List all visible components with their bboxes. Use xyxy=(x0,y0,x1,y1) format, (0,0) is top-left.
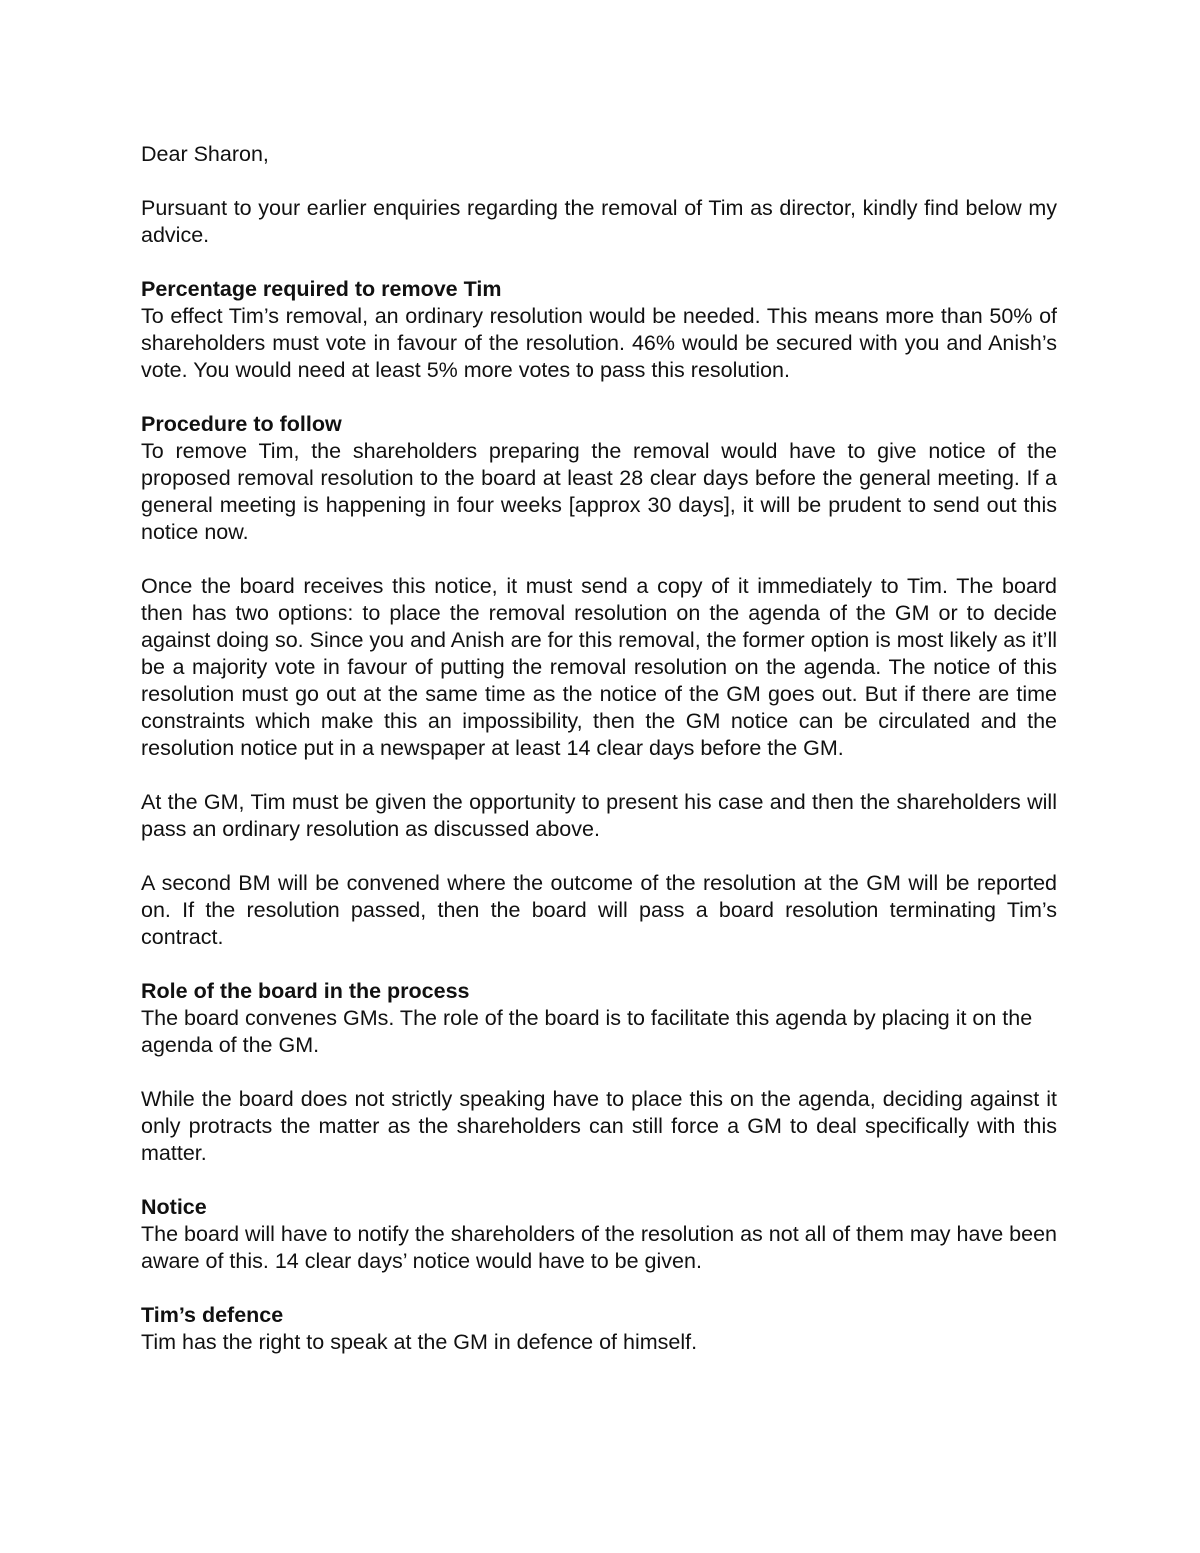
section-paragraph: A second BM will be convened where the outcome of the resolution at the GM will be reported on. If the resolution passed, then the board will pass a board resolution terminating Tim’s contract. xyxy=(141,871,1057,949)
section-notice xyxy=(141,1194,1057,1275)
procedure-paragraph-4 xyxy=(141,870,1057,951)
section-paragraph: The board will have to notify the shareholders of the resolution as not all of them may have been aware of this. 14 clear days’ notice would have to be given. xyxy=(141,1222,1057,1273)
section-procedure xyxy=(141,411,1057,546)
section-heading: Percentage required to remove Tim xyxy=(141,277,502,301)
intro-paragraph: Pursuant to your earlier enquiries regarding the removal of Tim as director, kindly find below my advice. xyxy=(141,196,1057,247)
section-paragraph: Tim has the right to speak at the GM in defence of himself. xyxy=(141,1330,698,1354)
section-percentage xyxy=(141,276,1057,384)
section-paragraph: While the board does not strictly speaking have to place this on the agenda, deciding against it only protracts the matter as the shareholders can still force a GM to deal specifically with this matter. xyxy=(141,1087,1057,1165)
salutation: Dear Sharon, xyxy=(141,142,269,166)
procedure-paragraph-3 xyxy=(141,789,1057,843)
letter-page xyxy=(141,141,1057,1383)
section-heading: Tim’s defence xyxy=(141,1303,284,1327)
section-paragraph: To remove Tim, the shareholders preparing the removal would have to give notice of the proposed removal resolution to the board at least 28 clear days before the general meeting. If a general meeting is happening in four weeks [approx 30 days], it will be prudent to send out this notice now. xyxy=(141,439,1057,544)
section-paragraph: To effect Tim’s removal, an ordinary resolution would be needed. This means more than 50% of shareholders must vote in favour of the resolution. 46% would be secured with you and Anish’s vote. You would need at least 5% more votes to pass this resolution. xyxy=(141,304,1057,382)
salutation-block xyxy=(141,141,1057,168)
procedure-paragraph-2 xyxy=(141,573,1057,762)
section-paragraph: Once the board receives this notice, it must send a copy of it immediately to Tim. The board then has two options: to place the removal resolution on the agenda of the GM or to decide against doing so. Since you and Anish are for this removal, the former option is most likely as it’ll be a majority vote in favour of putting the removal resolution on the agenda. The notice of this resolution must go out at the same time as the notice of the GM goes out. But if there are time constraints which make this an impossibility, then the GM notice can be circulated and the resolution notice put in a newspaper at least 14 clear days before the GM. xyxy=(141,574,1057,760)
section-role xyxy=(141,978,1057,1059)
section-heading: Role of the board in the process xyxy=(141,979,470,1003)
section-paragraph: The board convenes GMs. The role of the board is to facilitate this agenda by placing it on the agenda of the GM. xyxy=(141,1006,1033,1057)
section-heading: Procedure to follow xyxy=(141,412,342,436)
section-heading: Notice xyxy=(141,1195,207,1219)
section-paragraph: At the GM, Tim must be given the opportunity to present his case and then the shareholders will pass an ordinary resolution as discussed above. xyxy=(141,790,1057,841)
section-defence xyxy=(141,1302,1057,1356)
intro-block xyxy=(141,195,1057,249)
role-paragraph-2 xyxy=(141,1086,1057,1167)
